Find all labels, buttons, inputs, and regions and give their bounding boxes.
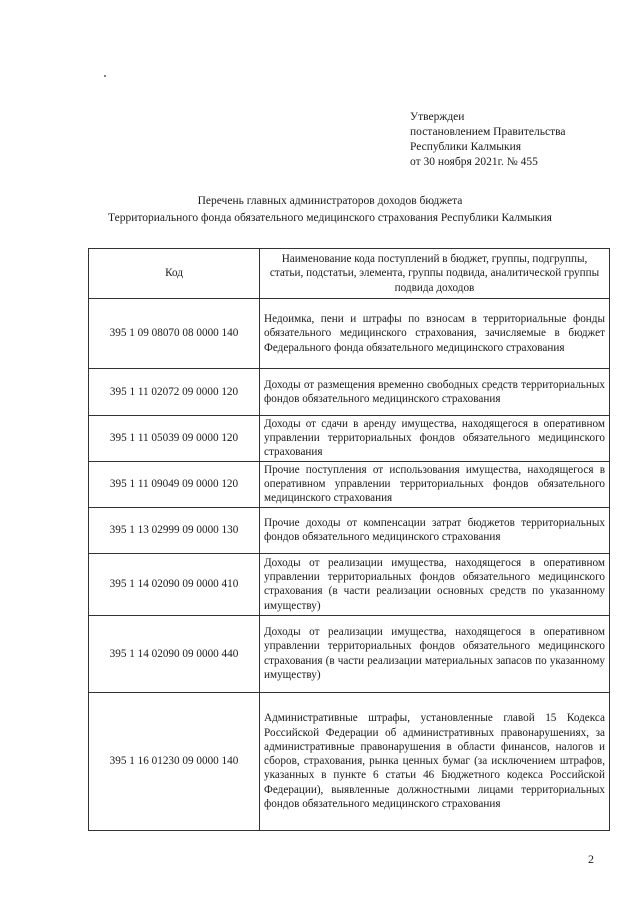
row-code: 395 1 14 02090 09 0000 440 [89,615,260,692]
row-name: Доходы от сдачи в аренду имущества, находящегося в оперативном управлении территориальных фондов обязательного медицинского страхования [260,415,610,461]
row-name: Доходы от реализации имущества, находящегося в оперативном управлении территориальных фондов обязательного медицинского страхования (в части реализации основных средств по указанному имуществу) [260,553,610,615]
table-row [89,692,610,830]
row-name: Прочие доходы от компенсации затрат бюджетов территориальных фондов обязательного медицинского страхования [260,507,610,553]
row-code: 395 1 09 08070 08 0000 140 [89,298,260,368]
approval-line-3: Республики Калмыкия [410,141,522,153]
revenue-codes-table [88,248,610,831]
row-code: 395 1 16 01230 09 0000 140 [89,692,260,830]
approval-line-2: постановлением Правительства [410,126,566,138]
page-number: 2 [588,852,594,866]
table-row [89,415,610,461]
row-code: 395 1 11 05039 09 0000 120 [89,415,260,461]
approval-line-4: от 30 ноября 2021г. № 455 [410,156,538,168]
title-line-2: Территориального фонда обязательного медицинского страхования Республики Калмыкия [108,212,552,224]
table-row [89,507,610,553]
row-name: Доходы от размещения временно свободных средств территориальных фондов обязательного медицинского страхования [260,368,610,415]
table-row [89,615,610,692]
header-code: Код [89,249,260,299]
scan-speck [104,75,106,77]
document-title [60,193,600,227]
approval-stamp [410,110,620,170]
table-row [89,553,610,615]
header-name: Наименование кода поступлений в бюджет, группы, подгруппы, статьи, подстатьи, элемента, группы подвида, аналитической группы подвида доходов [260,249,610,299]
table-row [89,368,610,415]
title-line-1: Перечень главных администраторов доходов бюджета [197,195,463,207]
table-row [89,298,610,368]
row-name: Прочие поступления от использования имущества, находящегося в оперативном управлении территориальных фондов обязательного медицинского страхования [260,461,610,507]
row-name: Недоимка, пени и штрафы по взносам в территориальные фонды обязательного медицинского страхования, зачисляемые в бюджет Федерального фонда обязательного медицинского страхования [260,298,610,368]
table-row [89,461,610,507]
row-code: 395 1 14 02090 09 0000 410 [89,553,260,615]
row-name: Административные штрафы, установленные главой 15 Кодекса Российской Федерации об административных правонарушениях, за административные правонарушения в области финансов, налогов и сборов, страхования, рынка ценных бумаг (за исключением штрафов, указанных в пункте 6 статьи 46 Бюджетного кодекса Российской Федерации), выявленные должностными лицами территориальных фондов обязательного медицинского страхования [260,692,610,830]
table-header-row [89,249,610,299]
row-name: Доходы от реализации имущества, находящегося в оперативном управлении территориальных фондов обязательного медицинского страхования (в части реализации материальных запасов по указанному имуществу) [260,615,610,692]
row-code: 395 1 11 02072 09 0000 120 [89,368,260,415]
row-code: 395 1 11 09049 09 0000 120 [89,461,260,507]
row-code: 395 1 13 02999 09 0000 130 [89,507,260,553]
approval-line-1: Утверждеи [410,111,465,123]
